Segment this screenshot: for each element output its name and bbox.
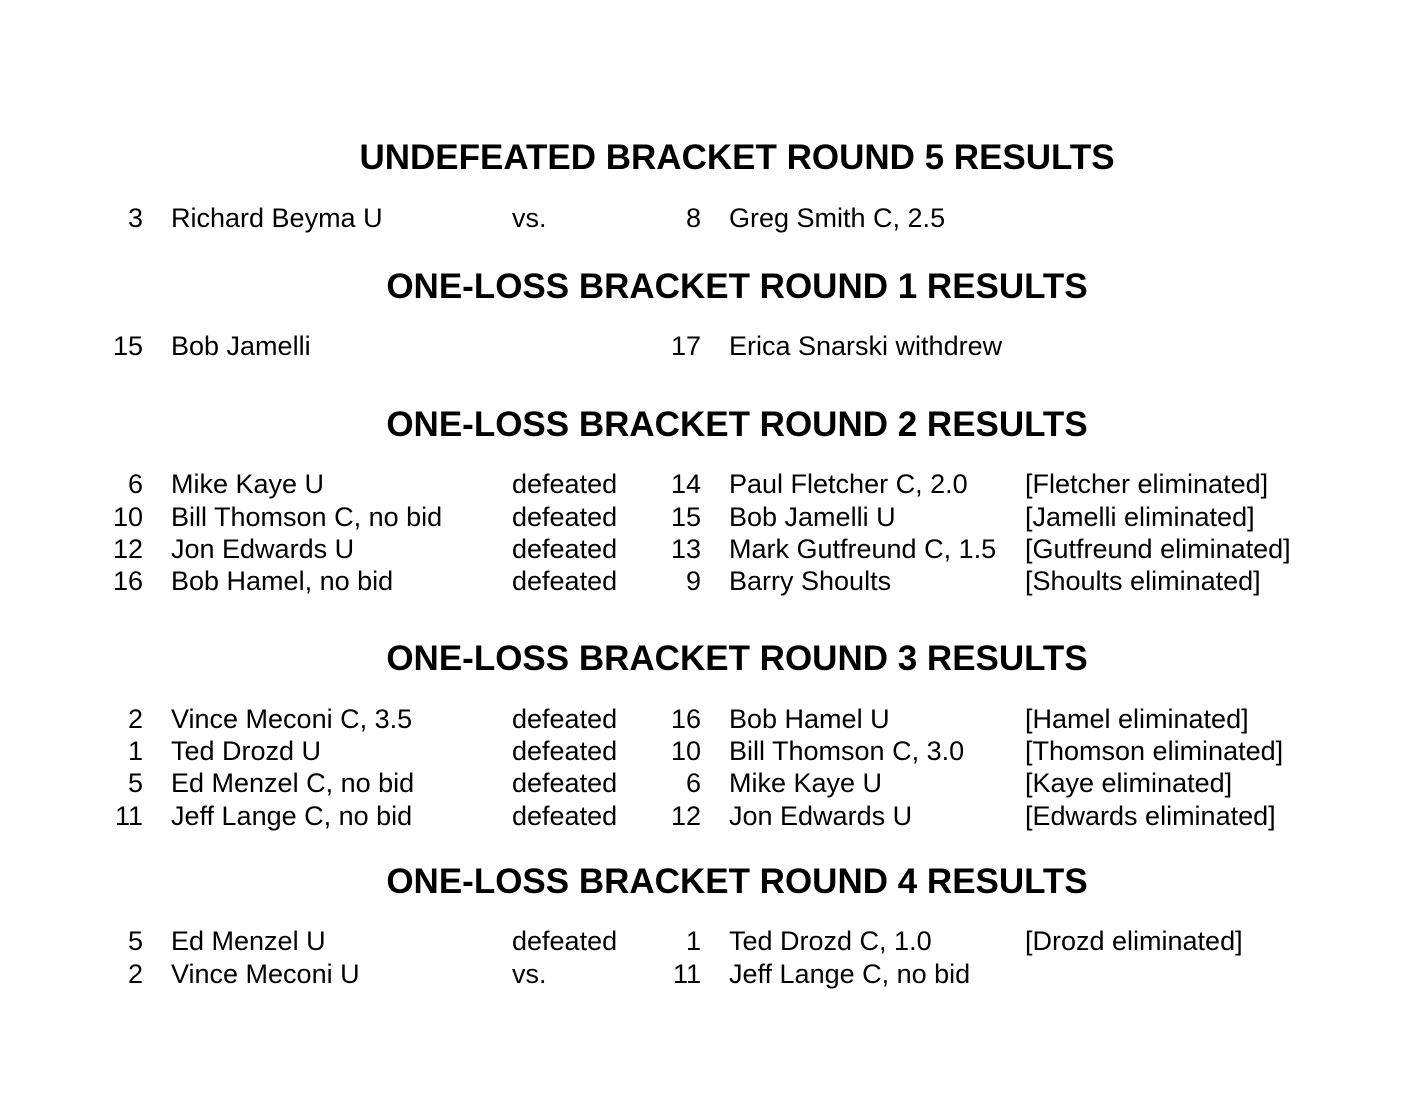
player-a: Jon Edwards U [171, 534, 355, 564]
match-result: defeated [512, 534, 618, 564]
player-b: Erica Snarski withdrew [729, 331, 1003, 361]
match-row [0, 925, 1427, 957]
player-b: Paul Fletcher C, 2.0 [729, 469, 968, 499]
match-row [0, 800, 1427, 832]
seed-b: 8 [685, 203, 701, 233]
seed-b: 10 [670, 736, 701, 766]
player-b: Ted Drozd C, 1.0 [729, 926, 932, 956]
seed-b: 17 [670, 331, 701, 361]
seed-a: 16 [112, 566, 143, 596]
seed-b: 15 [670, 502, 701, 532]
seed-b: 12 [670, 801, 701, 831]
player-b: Barry Shoults [729, 566, 892, 596]
match-row [0, 565, 1427, 597]
player-a: Ted Drozd U [171, 736, 322, 766]
player-a: Ed Menzel C, no bid [171, 768, 415, 798]
seed-b: 6 [685, 768, 701, 798]
match-note: [Gutfreund eliminated] [1025, 534, 1291, 564]
match-result: defeated [512, 926, 618, 956]
match-row [0, 958, 1427, 990]
section-title: UNDEFEATED BRACKET ROUND 5 RESULTS [359, 138, 1115, 177]
match-result: vs. [512, 959, 547, 989]
player-a: Bill Thomson C, no bid [171, 502, 443, 532]
match-note: [Drozd eliminated] [1025, 926, 1243, 956]
match-row [0, 533, 1427, 565]
match-note: [Hamel eliminated] [1025, 704, 1249, 734]
match-note: [Kaye eliminated] [1025, 768, 1233, 798]
match-row [0, 202, 1427, 234]
seed-a: 2 [127, 704, 143, 734]
player-b: Bill Thomson C, 3.0 [729, 736, 965, 766]
match-note: [Shoults eliminated] [1025, 566, 1261, 596]
match-result: defeated [512, 566, 618, 596]
player-b: Bob Jamelli U [729, 502, 896, 532]
seed-a: 2 [127, 959, 143, 989]
player-a: Bob Jamelli [171, 331, 311, 361]
section-title: ONE-LOSS BRACKET ROUND 2 RESULTS [386, 405, 1088, 444]
seed-b: 11 [672, 959, 701, 989]
player-a: Ed Menzel U [171, 926, 326, 956]
match-note: [Fletcher eliminated] [1025, 469, 1269, 499]
match-result: defeated [512, 502, 618, 532]
player-a: Bob Hamel, no bid [171, 566, 394, 596]
match-note: [Jamelli eliminated] [1025, 502, 1255, 532]
section-title: ONE-LOSS BRACKET ROUND 1 RESULTS [386, 267, 1088, 306]
match-result: vs. [512, 203, 547, 233]
match-row [0, 501, 1427, 533]
match-note: [Thomson eliminated] [1025, 736, 1284, 766]
match-result: defeated [512, 704, 618, 734]
seed-b: 13 [670, 534, 701, 564]
player-b: Mike Kaye U [729, 768, 883, 798]
section-title: ONE-LOSS BRACKET ROUND 4 RESULTS [386, 862, 1088, 901]
seed-a: 6 [127, 469, 143, 499]
player-b: Mark Gutfreund C, 1.5 [729, 534, 997, 564]
player-a: Vince Meconi C, 3.5 [171, 704, 413, 734]
match-row [0, 330, 1427, 362]
seed-a: 1 [127, 736, 143, 766]
player-b: Jon Edwards U [729, 801, 913, 831]
seed-a: 12 [112, 534, 143, 564]
match-note: [Edwards eliminated] [1025, 801, 1276, 831]
section-title: ONE-LOSS BRACKET ROUND 3 RESULTS [386, 639, 1088, 678]
seed-b: 14 [670, 469, 701, 499]
match-row [0, 703, 1427, 735]
player-b: Bob Hamel U [729, 704, 890, 734]
player-b: Jeff Lange C, no bid [729, 959, 971, 989]
seed-b: 16 [670, 704, 701, 734]
seed-b: 9 [685, 566, 701, 596]
player-b: Greg Smith C, 2.5 [729, 203, 946, 233]
match-result: defeated [512, 768, 618, 798]
seed-a: 10 [112, 502, 143, 532]
seed-a: 11 [114, 801, 143, 831]
match-result: defeated [512, 469, 618, 499]
player-a: Mike Kaye U [171, 469, 325, 499]
seed-b: 1 [685, 926, 701, 956]
match-row [0, 767, 1427, 799]
seed-a: 3 [127, 203, 143, 233]
seed-a: 5 [127, 926, 143, 956]
match-row [0, 468, 1427, 500]
player-a: Richard Beyma U [171, 203, 383, 233]
player-a: Jeff Lange C, no bid [171, 801, 413, 831]
seed-a: 15 [112, 331, 143, 361]
seed-a: 5 [127, 768, 143, 798]
match-result: defeated [512, 801, 618, 831]
match-result: defeated [512, 736, 618, 766]
match-row [0, 735, 1427, 767]
player-a: Vince Meconi U [171, 959, 360, 989]
